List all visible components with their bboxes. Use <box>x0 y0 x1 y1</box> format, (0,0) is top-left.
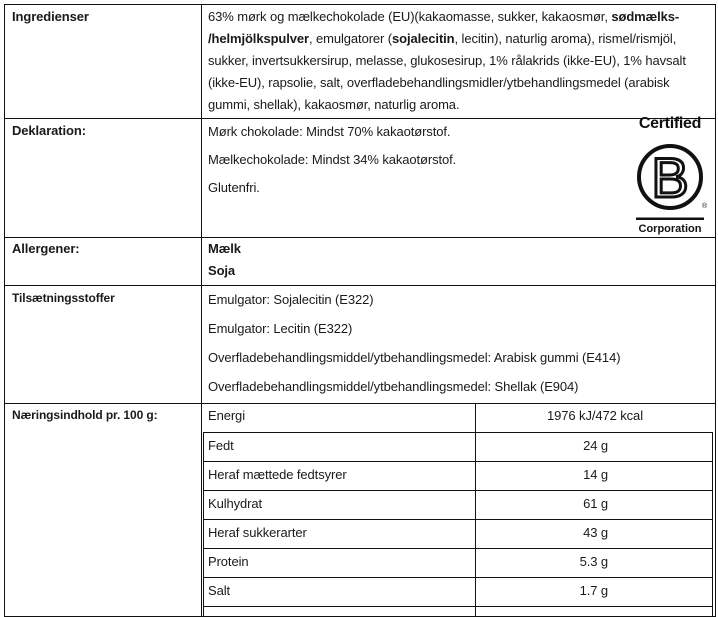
nutrient-value: 5.3 g <box>579 554 608 569</box>
ingredients-line <box>208 9 679 24</box>
declaration-line: Glutenfri. <box>208 180 260 195</box>
ingredients-line: (ikke-EU), rapsolie, salt, overfladebehandlingsmidler/ytbehandlingsmedel (arabisk <box>208 75 670 90</box>
row-divider <box>4 285 716 286</box>
b-corp-circle-icon <box>628 135 712 220</box>
registered-mark: ® <box>702 203 708 210</box>
nutrient-name: Heraf mættede fedtsyrer <box>208 467 347 482</box>
ingredients-label: Ingredienser <box>12 9 89 24</box>
nutrition-row-divider <box>203 519 713 520</box>
ingredients-allergen: sojalecitin <box>392 31 455 46</box>
declaration-line: Mørk chokolade: Mindst 70% kakaotørstof. <box>208 124 451 139</box>
nutrient-name: Energi <box>208 408 245 423</box>
b-corp-corporation-text: Corporation <box>638 223 702 235</box>
ingredients-allergen: /helmjölkspulver <box>208 31 309 46</box>
table-border <box>715 4 716 617</box>
nutrient-name: Fedt <box>208 438 234 453</box>
ingredients-line: gummi, shellak), kakaosmør, naturlig aroma. <box>208 97 460 112</box>
nutrition-column-divider <box>475 403 476 617</box>
additives-label: Tilsætningsstoffer <box>12 291 115 305</box>
additive-item: Emulgator: Sojalecitin (E322) <box>208 292 374 307</box>
declaration-line: Mælkechokolade: Mindst 34% kakaotørstof. <box>208 152 457 167</box>
b-corp-letter: B <box>651 146 689 209</box>
nutrient-name: Kulhydrat <box>208 496 263 511</box>
nutrient-value: 24 g <box>583 438 608 453</box>
nutrition-inner-border <box>203 432 204 617</box>
nutrient-value: 1.7 g <box>579 583 608 598</box>
table-border <box>4 4 5 617</box>
row-divider <box>4 237 716 238</box>
ingredients-text: , emulgatorer ( <box>309 31 393 46</box>
nutrient-name: Heraf sukkerarter <box>208 525 307 540</box>
b-corp-logo <box>628 115 712 240</box>
allergens-label: Allergener: <box>12 241 80 256</box>
declaration-label: Deklaration: <box>12 123 86 138</box>
nutrient-value: 61 g <box>583 496 608 511</box>
nutrition-row-divider <box>203 606 713 607</box>
column-divider <box>201 4 202 617</box>
nutrient-name: Salt <box>208 583 231 598</box>
nutrition-inner-border <box>712 432 713 617</box>
ingredients-text: 63% mørk og mælkechokolade (EU)(kakaomasse, sukker, kakaosmør, <box>208 9 612 24</box>
allergen-item: Mælk <box>208 241 241 256</box>
table-border <box>4 4 716 5</box>
nutrient-value: 43 g <box>583 525 608 540</box>
nutrition-label: Næringsindhold pr. 100 g: <box>12 408 158 422</box>
nutrition-row-divider <box>203 432 713 433</box>
additive-item: Emulgator: Lecitin (E322) <box>208 321 353 336</box>
b-corp-certified-text: Certified <box>638 115 702 132</box>
nutrient-value: 14 g <box>583 467 608 482</box>
ingredients-line: sukker, invertsukkersirup, melasse, glukosesirup, 1% rålakrids (ikke-EU), 1% havsalt <box>208 53 686 68</box>
nutrition-row-divider <box>203 490 713 491</box>
additive-item: Overfladebehandlingsmiddel/ytbehandlingsmedel: Arabisk gummi (E414) <box>208 350 621 365</box>
row-divider <box>4 118 716 119</box>
row-divider <box>4 403 716 404</box>
ingredients-allergen: sødmælks- <box>611 9 680 24</box>
allergen-item: Soja <box>208 263 236 278</box>
nutrition-row-divider <box>203 548 713 549</box>
nutrient-name: Protein <box>208 554 249 569</box>
ingredients-line <box>208 31 676 46</box>
additive-item: Overfladebehandlingsmiddel/ytbehandlingsmedel: Shellak (E904) <box>208 379 579 394</box>
ingredients-text: , lecitin), naturlig aroma), rismel/rismjöl, <box>454 31 677 46</box>
nutrition-row-divider <box>203 577 713 578</box>
nutrition-row-divider <box>203 461 713 462</box>
nutrient-value: 1976 kJ/472 kcal <box>547 408 643 423</box>
